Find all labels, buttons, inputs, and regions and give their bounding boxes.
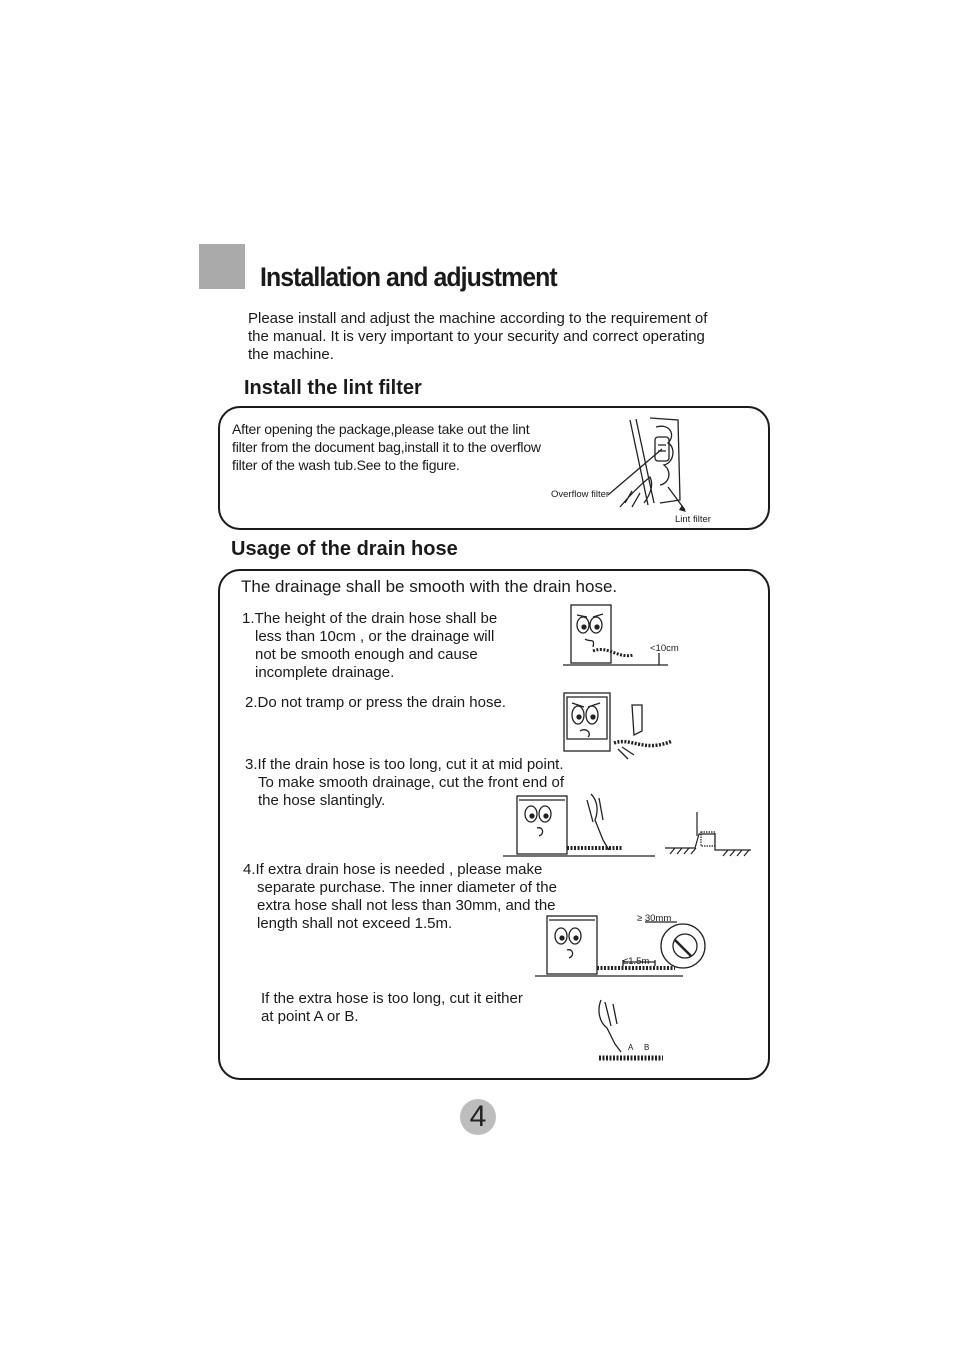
drain-item-1-line: less than 10cm , or the drainage will [255,628,495,645]
lint-filter-illustration [600,415,690,515]
drain-item-4-line: 4.If extra drain hose is needed , please make [243,861,543,878]
washer-extra-hose-illustration [535,912,710,980]
intro-line: the machine. [248,346,334,363]
washer-hose-height-illustration [563,603,678,669]
drain-hose-heading: Usage of the drain hose [231,538,458,560]
lint-filter-text [232,420,577,474]
drain-item-1-line: incomplete drainage. [255,664,395,681]
length-label: ≤1.5m [623,956,650,967]
washer-cut-hose-illustration [503,790,658,860]
drain-item-4 [243,861,557,933]
diameter-label: ≥ 30mm [637,913,672,924]
intro-line: Please install and adjust the machine according to the requirement of [248,310,708,327]
point-b-label: B [644,1043,650,1052]
drain-item-3-line: the hose slantingly. [258,792,386,809]
overflow-filter-label: Overflow filter [551,489,610,500]
drain-item-5-line: If the extra hose is too long, cut it either [261,990,523,1007]
lint-filter-line: filter of the wash tub.See to the figure. [232,457,460,473]
height-limit-label: <10cm [650,643,679,654]
page-number: 4 [469,1100,487,1133]
lint-filter-line: After opening the package,please take out the lint [232,421,530,437]
point-a-label: A [628,1043,634,1052]
drain-item-1 [242,610,497,682]
drain-item-2-line: 2.Do not tramp or press the drain hose. [245,694,506,711]
intro-paragraph [248,310,768,364]
drain-item-3-line: To make smooth drainage, cut the front end of [258,774,565,791]
section-marker [199,244,245,289]
lint-filter-label: Lint filter [675,514,711,525]
slanted-cut-detail-illustration [665,810,755,860]
drain-item-1-line: 1.The height of the drain hose shall be [242,610,498,627]
drain-item-4-line: separate purchase. The inner diameter of the [257,879,557,896]
washer-no-tramp-illustration [562,691,682,765]
cut-point-ab-illustration [595,998,670,1064]
drain-hose-intro: The drainage shall be smooth with the drain hose. [241,577,618,596]
drain-item-2 [245,694,506,712]
drain-item-5-line: at point A or B. [261,1008,359,1025]
drain-item-1-line: not be smooth enough and cause [255,646,478,663]
drain-item-4-line: extra hose shall not less than 30mm, and the [257,897,556,914]
lint-filter-heading: Install the lint filter [244,377,422,399]
intro-line: the manual. It is very important to your security and correct operating [248,328,705,345]
page-title: Installation and adjustment [260,262,557,292]
drain-item-4-line: length shall not exceed 1.5m. [257,915,453,932]
lint-filter-line: filter from the document bag,install it to the overflow [232,439,541,455]
drain-item-3-line: 3.If the drain hose is too long, cut it at mid point. [245,756,564,773]
drain-item-5 [261,990,523,1026]
